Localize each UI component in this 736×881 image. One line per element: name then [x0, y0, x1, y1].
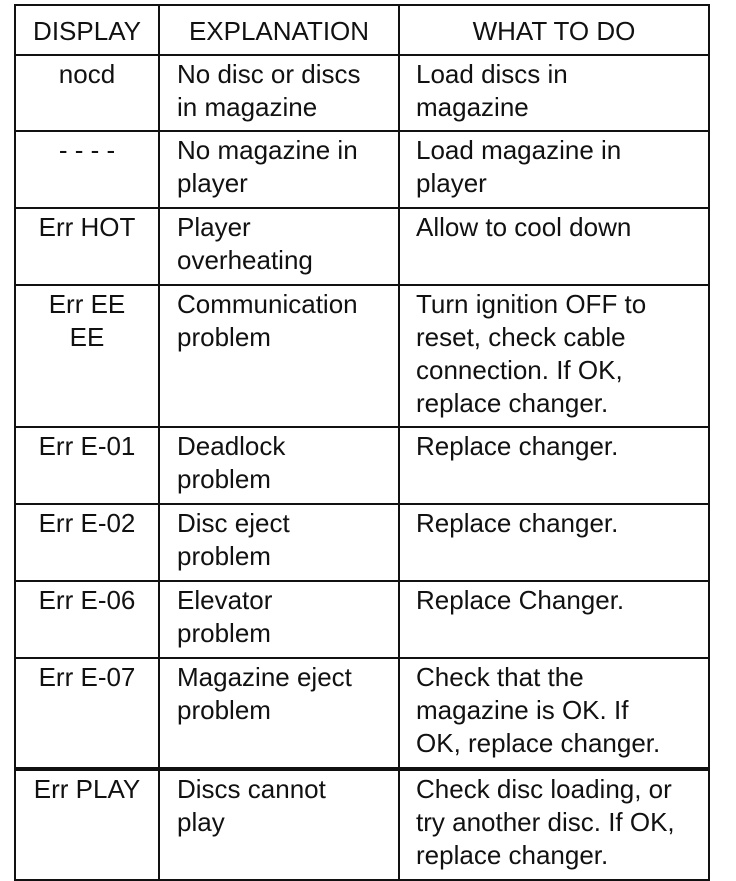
what-to-do-cell: [399, 285, 709, 427]
table-row: [15, 208, 709, 285]
header-explanation: EXPLANATION: [159, 5, 399, 55]
explanation-cell: [159, 504, 399, 581]
display-cell: [15, 581, 159, 658]
table-row: [15, 769, 709, 880]
what-to-do-cell: [399, 131, 709, 208]
action-text: Load discs in magazine: [416, 59, 568, 122]
error-code-table: [14, 4, 710, 881]
display-code: Err EE EE: [48, 289, 126, 352]
table-row: [15, 55, 709, 131]
explanation-text: Elevator problem: [177, 585, 273, 648]
display-code: Err PLAY: [33, 774, 141, 804]
explanation-text: No disc or discs in magazine: [177, 59, 361, 122]
explanation-text: No magazine in player: [177, 135, 358, 198]
display-code: Err HOT: [38, 212, 136, 242]
header-display: DISPLAY: [15, 5, 159, 55]
display-code: Err E-02: [38, 508, 136, 538]
explanation-text: Discs cannot play: [177, 774, 326, 837]
display-cell: [15, 504, 159, 581]
what-to-do-cell: [399, 55, 709, 131]
action-text: Turn ignition OFF to reset, check cable connection. If OK, replace changer.: [416, 289, 647, 418]
explanation-cell: [159, 581, 399, 658]
what-to-do-cell: [399, 658, 709, 769]
display-cell: [15, 131, 159, 208]
what-to-do-cell: [399, 427, 709, 504]
action-text: Check disc loading, or try another disc. If OK, replace changer.: [416, 774, 675, 870]
action-text: Replace Changer.: [416, 585, 625, 615]
explanation-cell: [159, 658, 399, 769]
display-code: - - - -: [58, 135, 116, 165]
action-text: Replace changer.: [416, 431, 619, 461]
display-code: nocd: [58, 59, 116, 89]
action-text: Allow to cool down: [416, 212, 632, 242]
explanation-cell: [159, 285, 399, 427]
action-text: Replace changer.: [416, 508, 619, 538]
action-text: Load magazine in player: [416, 135, 622, 198]
error-code-table-container: [14, 4, 710, 881]
display-cell: [15, 427, 159, 504]
what-to-do-cell: [399, 208, 709, 285]
header-what-to-do: WHAT TO DO: [399, 5, 709, 55]
table-header-row: [15, 5, 709, 55]
explanation-text: Deadlock problem: [177, 431, 286, 494]
explanation-text: Disc eject problem: [177, 508, 290, 571]
what-to-do-cell: [399, 504, 709, 581]
table-row: [15, 427, 709, 504]
display-cell: [15, 208, 159, 285]
explanation-cell: [159, 208, 399, 285]
explanation-cell: [159, 131, 399, 208]
explanation-text: Player overheating: [177, 212, 313, 275]
display-cell: [15, 285, 159, 427]
table-row: [15, 285, 709, 427]
explanation-text: Communication problem: [177, 289, 358, 352]
table-row: [15, 131, 709, 208]
explanation-cell: [159, 769, 399, 880]
table-row: [15, 581, 709, 658]
table-row: [15, 658, 709, 769]
table-row: [15, 504, 709, 581]
display-code: Err E-06: [38, 585, 136, 615]
what-to-do-cell: [399, 769, 709, 880]
explanation-cell: [159, 427, 399, 504]
display-cell: [15, 658, 159, 769]
display-code: Err E-01: [38, 431, 136, 461]
action-text: Check that the magazine is OK. If OK, replace changer.: [416, 662, 661, 758]
display-code: Err E-07: [38, 662, 136, 692]
display-cell: [15, 55, 159, 131]
explanation-text: Magazine eject problem: [177, 662, 352, 725]
what-to-do-cell: [399, 581, 709, 658]
display-cell: [15, 769, 159, 880]
explanation-cell: [159, 55, 399, 131]
